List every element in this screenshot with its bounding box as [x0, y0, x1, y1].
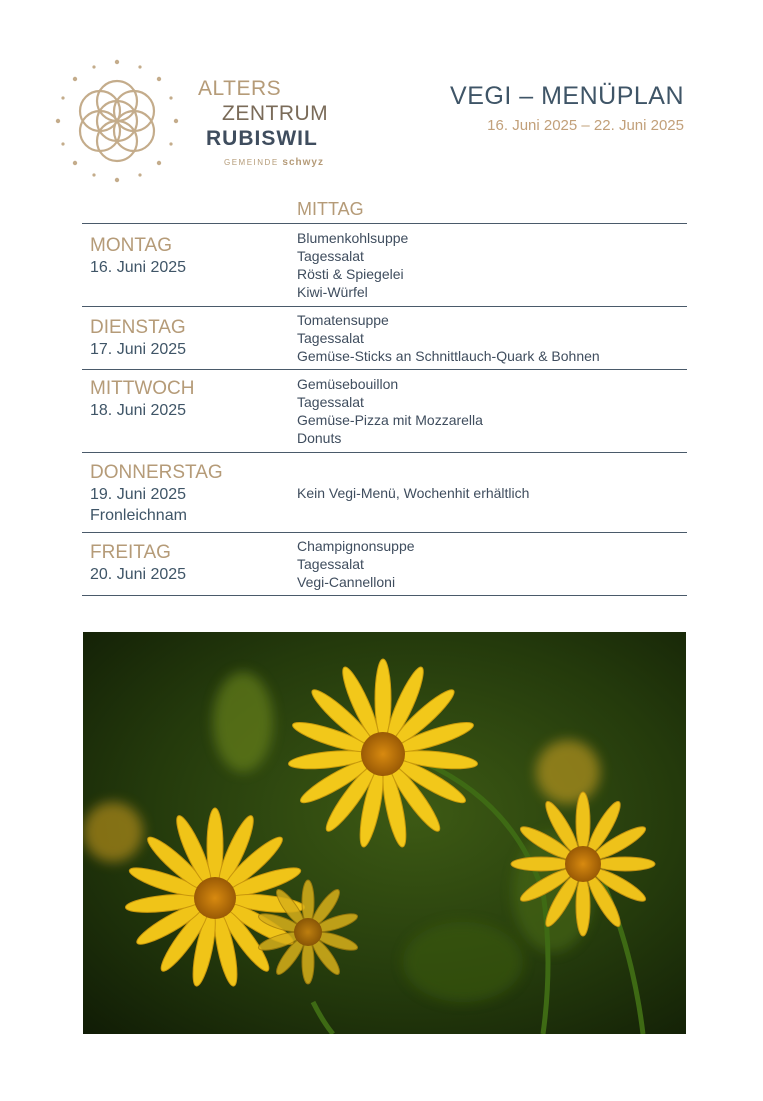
dish-list: [297, 533, 687, 595]
table-row: [82, 307, 687, 370]
day-date: 16. Juni 2025: [90, 259, 187, 276]
day-date: 19. Juni 2025: [90, 486, 187, 503]
table-row: [82, 453, 687, 533]
brand-line-alters: ALTERS: [198, 77, 282, 100]
dish-item: Tagessalat: [297, 248, 364, 264]
brand-line-zentrum: ZENTRUM: [222, 102, 329, 125]
brand-wordmark: [198, 76, 328, 168]
day-name: FREITAG: [90, 542, 171, 563]
day-date: 17. Juni 2025: [90, 341, 187, 358]
day-name: MONTAG: [90, 235, 172, 256]
day-cell: [82, 533, 297, 595]
dish-item: Tagessalat: [297, 556, 364, 572]
dish-item: Gemüse-Pizza mit Mozzarella: [297, 412, 483, 428]
flower-photo: [83, 632, 686, 1034]
table-row: [82, 533, 687, 596]
day-cell: [82, 307, 297, 369]
dish-item: Tagessalat: [297, 330, 364, 346]
dish-item: Blumenkohlsuppe: [297, 230, 409, 246]
dish-item: Kein Vegi-Menü, Wochenhit erhältlich: [297, 484, 530, 501]
page-header: [450, 82, 684, 134]
brand-subline: [198, 157, 328, 168]
dish-list: [297, 224, 687, 306]
dish-item: Donuts: [297, 430, 342, 446]
day-cell: [82, 224, 297, 306]
dish-item: Tagessalat: [297, 394, 364, 410]
logo-flower-icon: [52, 56, 182, 186]
dish-item: Gemüse-Sticks an Schnittlauch-Quark & Bohnen: [297, 348, 600, 364]
table-row: [82, 370, 687, 453]
dish-item: Tomatensuppe: [297, 312, 389, 328]
day-cell: [82, 370, 297, 452]
page-title: VEGI – MENÜPLAN: [450, 82, 684, 110]
dish-list: [297, 307, 687, 369]
date-range: 16. Juni 2025 – 22. Juni 2025: [487, 117, 684, 134]
holiday-note: Fronleichnam: [90, 507, 187, 524]
dish-item: Rösti & Spiegelei: [297, 266, 404, 282]
day-name: DIENSTAG: [90, 317, 186, 338]
table-row: [82, 224, 687, 307]
brand-line-rubiswil: RUBISWIL: [206, 127, 318, 150]
dish-item: Kiwi-Würfel: [297, 284, 368, 300]
dish-list: [297, 453, 687, 532]
dish-item: Vegi-Cannelloni: [297, 574, 396, 590]
dish-list: [297, 370, 687, 452]
dish-item: Gemüsebouillon: [297, 376, 399, 392]
day-cell: [82, 453, 297, 532]
dish-item: Champignonsuppe: [297, 538, 415, 554]
day-name: DONNERSTAG: [90, 462, 223, 483]
menu-table: [82, 199, 687, 596]
day-date: 20. Juni 2025: [90, 566, 187, 583]
brand-sub-prefix: GEMEINDE: [224, 158, 279, 167]
brand-sub-name: schwyz: [282, 157, 324, 168]
day-date: 18. Juni 2025: [90, 402, 187, 419]
day-name: MITTWOCH: [90, 378, 195, 399]
column-heading-mittag: MITTAG: [82, 199, 687, 224]
